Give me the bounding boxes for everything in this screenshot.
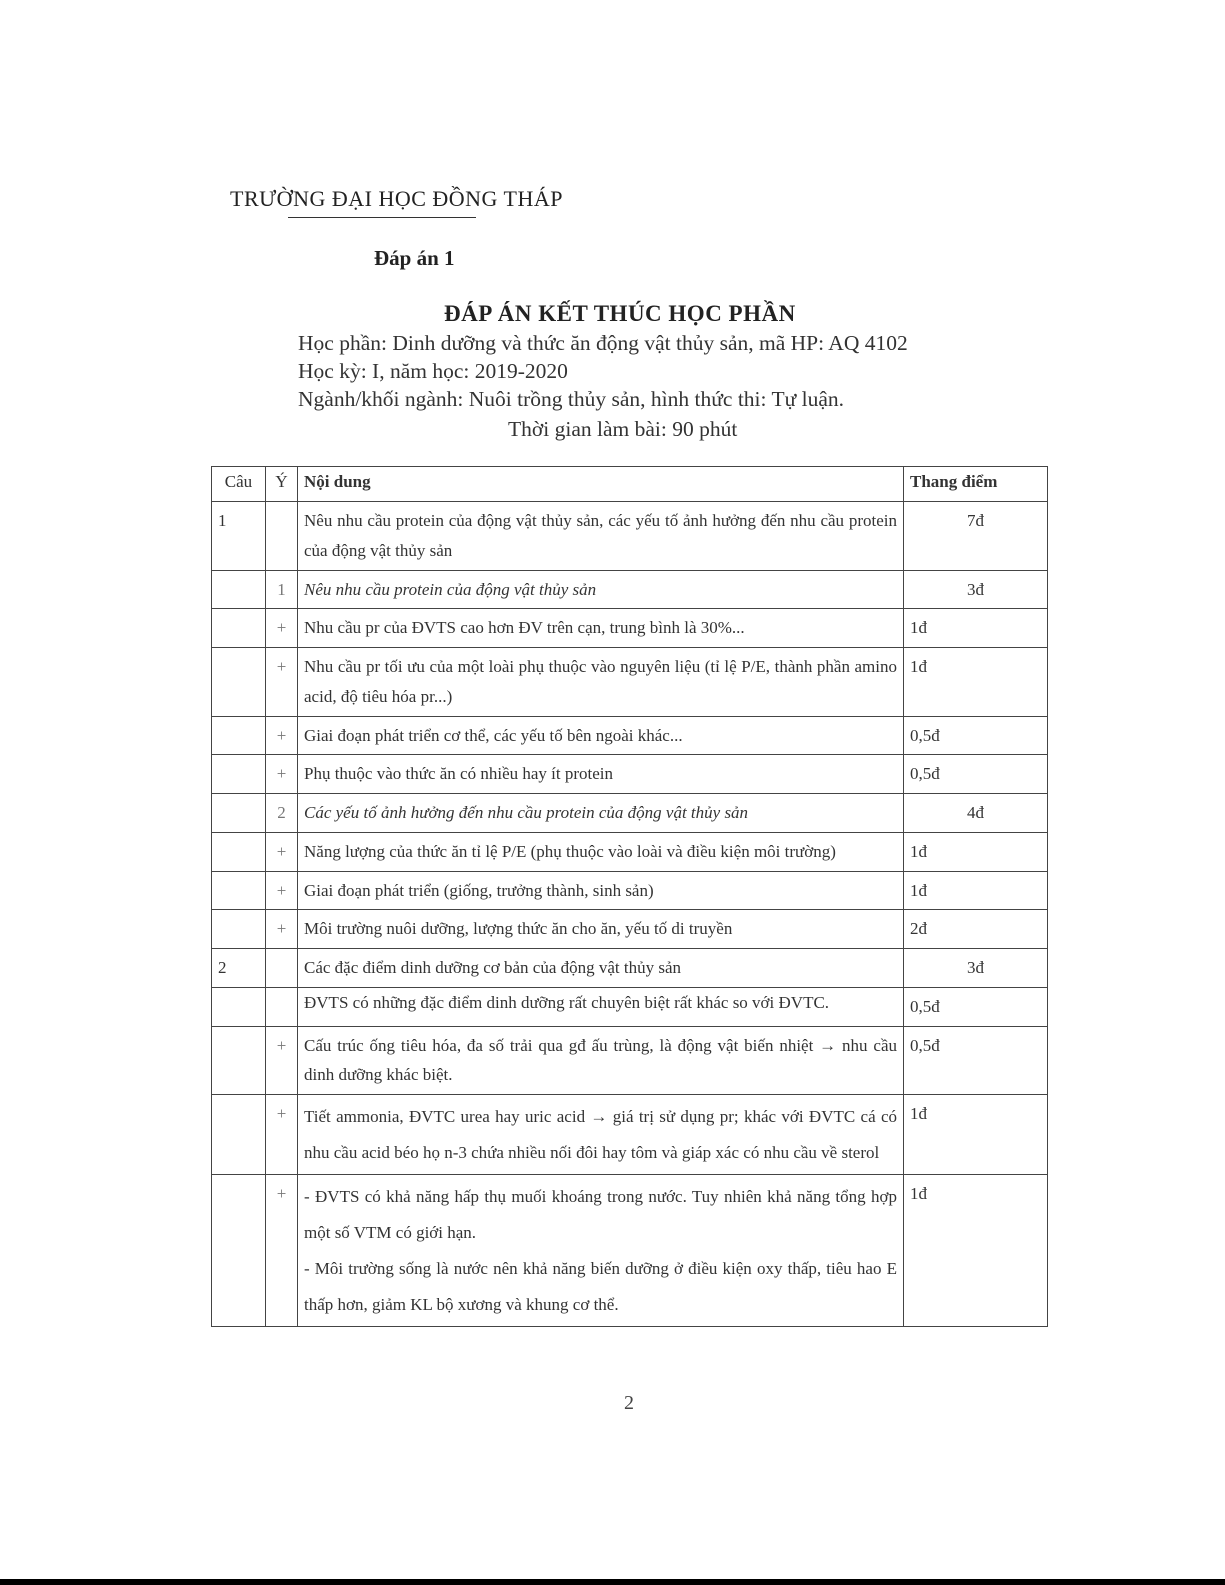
cell-score: 0,5đ — [904, 716, 1048, 755]
table-row — [212, 502, 1048, 571]
cell-cau: 2 — [212, 949, 266, 988]
cell-y: 1 — [266, 570, 298, 609]
cell-content: Nhu cầu pr của ĐVTS cao hơn ĐV trên cạn, trung bình là 30%... — [298, 609, 904, 648]
answer-table — [211, 466, 1048, 1327]
cell-content-extra: - Môi trường sống là nước nên khả năng biến dưỡng ở điều kiện oxy thấp, tiêu hao E thấp hơn, giảm KL bộ xương và khung cơ thể. — [304, 1258, 897, 1314]
cell-y: + — [266, 716, 298, 755]
cell-score: 2đ — [904, 910, 1048, 949]
cell-score: 3đ — [904, 570, 1048, 609]
header-noi-dung: Nội dung — [298, 467, 904, 502]
cell-content: - ĐVTS có khả năng hấp thụ muối khoáng trong nước. Tuy nhiên khả năng tổng hợp một số VTM có giới hạn. — [304, 1187, 897, 1243]
school-name: TRƯỜNG ĐẠI HỌC ĐỒNG THÁP — [230, 186, 563, 211]
school-underline — [288, 217, 476, 218]
table-row — [212, 987, 1048, 1026]
major-line: Ngành/khối ngành: Nuôi trồng thủy sản, hình thức thi: Tự luận. — [298, 387, 845, 411]
page-number: 2 — [624, 1392, 634, 1414]
cell-y — [266, 987, 298, 1026]
course-line: Học phần: Dinh dưỡng và thức ăn động vật thủy sản, mã HP: AQ 4102 — [298, 331, 908, 355]
table-row — [212, 648, 1048, 717]
cell-y: + — [266, 1026, 298, 1095]
header-cau: Câu — [212, 467, 266, 502]
cell-score: 0,5đ — [904, 1026, 1048, 1095]
answer-key-number: Đáp án 1 — [374, 246, 455, 270]
cell-score: 7đ — [904, 502, 1048, 571]
cell-content: Giai đoạn phát triển (giống, trưởng thành, sinh sản) — [298, 871, 904, 910]
cell-score: 4đ — [904, 794, 1048, 833]
cell-score: 1đ — [904, 648, 1048, 717]
cell-cau: 1 — [212, 502, 266, 571]
scan-bottom-edge — [0, 1579, 1225, 1585]
table-row — [212, 949, 1048, 988]
cell-y — [266, 949, 298, 988]
cell-cau — [212, 1026, 266, 1095]
cell-cau — [212, 832, 266, 871]
cell-cau — [212, 1095, 266, 1175]
cell-cau — [212, 794, 266, 833]
table-row — [212, 871, 1048, 910]
table-row — [212, 910, 1048, 949]
cell-score: 0,5đ — [904, 987, 1048, 1026]
cell-content: Nêu nhu cầu protein của động vật thủy sản — [298, 570, 904, 609]
table-row — [212, 570, 1048, 609]
cell-y — [266, 502, 298, 571]
cell-cau — [212, 871, 266, 910]
header-y: Ý — [266, 467, 298, 502]
table-row — [212, 1026, 1048, 1095]
cell-y: + — [266, 648, 298, 717]
cell-content: ĐVTS có những đặc điểm dinh dưỡng rất chuyên biệt rất khác so với ĐVTC. — [298, 987, 904, 1026]
table-header-row — [212, 467, 1048, 502]
table-row — [212, 832, 1048, 871]
cell-score: 1đ — [904, 1175, 1048, 1327]
cell-content: Nêu nhu cầu protein của động vật thủy sản, các yếu tố ảnh hưởng đến nhu cầu protein của động vật thủy sản — [298, 502, 904, 571]
cell-content: Nhu cầu pr tối ưu của một loài phụ thuộc vào nguyên liệu (tỉ lệ P/E, thành phần amino acid, độ tiêu hóa pr...) — [298, 648, 904, 717]
cell-cau — [212, 648, 266, 717]
table-row — [212, 716, 1048, 755]
cell-y: + — [266, 609, 298, 648]
table-row — [212, 609, 1048, 648]
cell-content: Tiết ammonia, ĐVTC urea hay uric acid → giá trị sử dụng pr; khác với ĐVTC cá có nhu cầu acid béo họ n-3 chứa nhiều nối đôi hay tôm và giáp xác có nhu cầu về sterol — [298, 1095, 904, 1175]
cell-y: + — [266, 832, 298, 871]
cell-y: 2 — [266, 794, 298, 833]
cell-y: + — [266, 871, 298, 910]
cell-cau — [212, 609, 266, 648]
cell-score: 1đ — [904, 832, 1048, 871]
cell-y: + — [266, 1175, 298, 1327]
table-row — [212, 794, 1048, 833]
cell-y: + — [266, 910, 298, 949]
table-row — [212, 1095, 1048, 1175]
cell-cau — [212, 716, 266, 755]
cell-score: 1đ — [904, 1095, 1048, 1175]
duration-line: Thời gian làm bài: 90 phút — [508, 417, 738, 441]
table-row — [212, 755, 1048, 794]
cell-content: Phụ thuộc vào thức ăn có nhiều hay ít protein — [298, 755, 904, 794]
cell-score: 1đ — [904, 609, 1048, 648]
header-thang-diem: Thang điểm — [904, 467, 1048, 502]
cell-y: + — [266, 755, 298, 794]
cell-content: Các đặc điểm dinh dưỡng cơ bản của động vật thủy sản — [298, 949, 904, 988]
cell-content: Môi trường nuôi dưỡng, lượng thức ăn cho ăn, yếu tố di truyền — [298, 910, 904, 949]
cell-y: + — [266, 1095, 298, 1175]
cell-cau — [212, 987, 266, 1026]
cell-content: Giai đoạn phát triển cơ thể, các yếu tố bên ngoài khác... — [298, 716, 904, 755]
cell-cau — [212, 910, 266, 949]
cell-cau — [212, 1175, 266, 1327]
cell-cau — [212, 755, 266, 794]
semester-line: Học kỳ: I, năm học: 2019-2020 — [298, 359, 568, 383]
cell-content: Các yếu tố ảnh hưởng đến nhu cầu protein của động vật thủy sản — [298, 794, 904, 833]
cell-content: Năng lượng của thức ăn tỉ lệ P/E (phụ thuộc vào loài và điều kiện môi trường) — [298, 832, 904, 871]
document-title: ĐÁP ÁN KẾT THÚC HỌC PHẦN — [444, 301, 796, 326]
cell-score: 0,5đ — [904, 755, 1048, 794]
cell-score: 3đ — [904, 949, 1048, 988]
cell-content: Cấu trúc ống tiêu hóa, đa số trải qua gđ ấu trùng, là động vật biến nhiệt → nhu cầu dinh dưỡng khác biệt. — [298, 1026, 904, 1095]
cell-score: 1đ — [904, 871, 1048, 910]
cell-content-group — [298, 1175, 904, 1327]
table-row — [212, 1175, 1048, 1327]
cell-cau — [212, 570, 266, 609]
